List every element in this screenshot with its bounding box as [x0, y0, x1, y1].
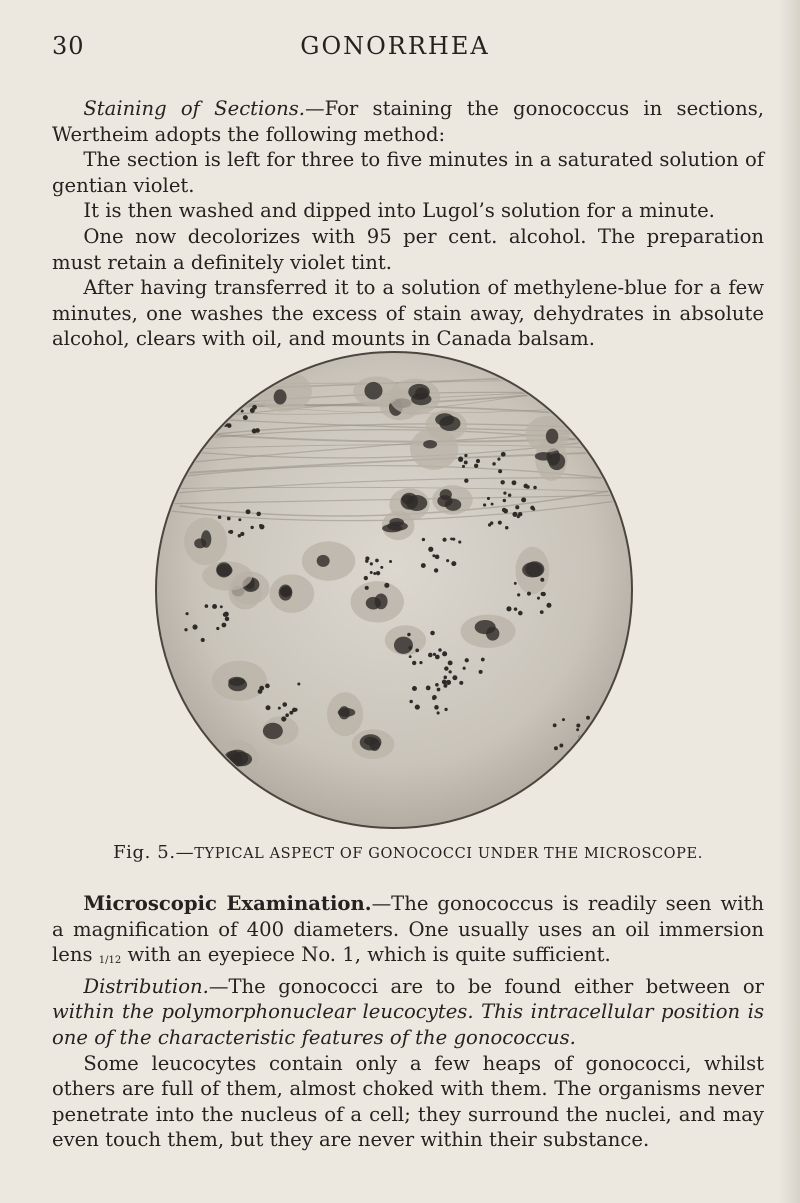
distribution-within: within [52, 1000, 115, 1024]
gonococcus [492, 462, 496, 466]
gonococcus [443, 676, 447, 680]
gonococcus [530, 506, 534, 510]
gonococcus [458, 540, 461, 543]
leucocyte [385, 625, 426, 655]
gonococcus [464, 454, 467, 457]
distribution-space [114, 1000, 122, 1023]
gonococcus [250, 526, 253, 529]
gonococcus [238, 534, 241, 537]
gonococcus [225, 617, 230, 622]
leucocyte [269, 574, 314, 613]
leucocyte [432, 485, 473, 515]
gonococcus [289, 711, 293, 715]
gonococcus [451, 561, 456, 566]
caption-text: TYPICAL ASPECT OF GONOCOCCI UNDER THE MICROSCOPE. [194, 846, 703, 862]
gonococcus [364, 576, 368, 580]
gonococcus [238, 396, 242, 400]
gonococcus [553, 723, 557, 727]
leucocyte [515, 547, 549, 594]
gonococcus [434, 705, 439, 710]
gonococcus [512, 480, 517, 485]
gonococcus [521, 497, 526, 502]
gonococcus [223, 413, 226, 416]
gonococcus [517, 593, 520, 596]
leucocytes-paragraph: Some leucocytes contain only a few heaps of gonococci, whilst others are full of them, almost choked with them. The organisms never penetrate into the nucleus of a cell; they surround the nuclei, and may even touch them, but they are never within their substance. [52, 1051, 764, 1152]
gonococcus [434, 568, 438, 572]
gonococcus [238, 518, 241, 521]
figure-caption [52, 842, 764, 863]
gonococcus [218, 516, 221, 519]
gonococcus [380, 566, 383, 569]
gonococcus [415, 705, 420, 710]
gonococcus [278, 707, 281, 710]
leucocyte [212, 661, 267, 701]
gonococcus [192, 624, 197, 629]
microscope-figure [144, 350, 644, 832]
gonococcus [533, 486, 537, 490]
gonococcus [448, 660, 453, 665]
caption-prefix: Fig. 5.— [113, 842, 195, 863]
gonococcus [515, 505, 519, 509]
gonococcus [437, 711, 440, 714]
gonococcus [464, 461, 468, 465]
leucocyte [389, 379, 440, 416]
leucocyte [184, 517, 227, 565]
gonococcus [481, 658, 485, 662]
gonococcus [419, 661, 422, 664]
gonococcus [201, 638, 205, 642]
gonococcus [446, 680, 451, 685]
gonococcus [365, 586, 369, 590]
gonococcus [540, 578, 544, 582]
microscopic-text-after: with an eyepiece No. 1, which is quite sufficient. [121, 943, 611, 967]
microscopic-paragraph [52, 891, 764, 974]
gonococcus [501, 452, 506, 457]
gonococcus [458, 457, 463, 462]
gonococcus [542, 592, 546, 596]
gonococcus [546, 603, 551, 608]
gonococcus [384, 583, 389, 588]
leucocyte [327, 692, 363, 736]
staining-step-4: After having transferred it to a solution of methylene-blue for a few minutes, one washes the excess of stain away, dehydrates in absolute alcohol, clears with oil, and mounts in Canada balsam. [52, 276, 764, 351]
leucocyte [202, 561, 252, 590]
microscopic-lead: Microscopic Examination. [83, 892, 372, 915]
gonococcus [246, 509, 251, 514]
gonococcus [228, 530, 231, 533]
staining-lead: Staining of Sections. [83, 97, 306, 120]
staining-intro-paragraph [52, 96, 764, 147]
gonococcus [448, 670, 451, 673]
gonococcus [259, 686, 264, 691]
gonococcus [205, 604, 209, 608]
gonococcus [503, 499, 506, 502]
gonococcus [376, 571, 380, 575]
microscopic-section [52, 891, 764, 1153]
gonococcus [562, 718, 565, 721]
gonococcus [412, 661, 416, 665]
gonococcus [576, 723, 580, 727]
gonococcus [442, 680, 447, 685]
gonococcus [503, 491, 506, 494]
gonococcus [220, 605, 223, 608]
gonococcus [184, 628, 187, 631]
gonococcus [514, 582, 517, 585]
gonococcus [498, 469, 502, 473]
gonococcus [229, 401, 233, 405]
gonococcus [505, 526, 508, 529]
gonococcus [576, 728, 579, 731]
gonococcus [582, 737, 585, 740]
gonococcus [498, 521, 502, 525]
gonococcus [540, 610, 544, 614]
gonococcus [255, 428, 260, 433]
gonococcus [584, 739, 587, 742]
gonococcus [479, 670, 483, 674]
gonococcus [216, 627, 219, 630]
staining-step-1: The section is left for three to five minutes in a saturated solution of gentian violet. [52, 148, 764, 197]
gonococcus [491, 503, 494, 506]
gonococcus [389, 560, 392, 563]
gonococcus [474, 464, 478, 468]
gonococcus [500, 480, 504, 484]
gonococcus [428, 653, 433, 658]
gonococcus [554, 746, 558, 750]
gonococcus [437, 688, 441, 692]
gonococcus [559, 744, 563, 748]
gonococcus [221, 623, 226, 628]
gonococcus [435, 683, 439, 687]
gonococcus [243, 415, 248, 420]
gonococcus [407, 633, 411, 637]
gonococcus [508, 493, 511, 496]
gonococcus [452, 538, 455, 541]
gonococcus [462, 465, 465, 468]
gonococcus [442, 651, 447, 656]
gonococcus [452, 675, 457, 680]
gonococcus [185, 612, 188, 615]
leucocyte [389, 488, 429, 521]
lens-fraction: 1/12 [98, 955, 122, 967]
gonococcus [518, 512, 522, 516]
gonococcus [490, 521, 493, 524]
gonococcus [497, 457, 500, 460]
gonococcus [428, 547, 433, 552]
leucocyte [460, 614, 515, 648]
gonococcus [463, 667, 466, 670]
gonococcus [212, 604, 217, 609]
staining-step-3: One now decolorizes with 95 per cent. alcohol. The preparation must retain a definitely violet tint. [52, 224, 764, 274]
leucocyte [263, 716, 299, 745]
gonococcus [483, 503, 486, 506]
leucocyte [351, 581, 404, 622]
gonococcus [465, 658, 469, 662]
gonococcus [442, 538, 446, 542]
page-number: 30 [52, 32, 85, 60]
gonococcus [370, 562, 373, 565]
gonococcus [506, 606, 511, 611]
gonococcus [282, 702, 287, 707]
gonococcus [518, 611, 523, 616]
gonococcus [433, 653, 436, 656]
distribution-italic: the polymorphonuclear leucocytes. This intracellular position is one of the characteristic features of the gonococcus. [52, 1000, 764, 1049]
gonococcus [432, 697, 435, 700]
gonococcus [370, 571, 373, 574]
gonococcus [266, 705, 271, 710]
gonococcus [421, 563, 426, 568]
gonococcus [580, 747, 585, 752]
gonococcus [373, 572, 376, 575]
gonococcus [256, 512, 261, 517]
gonococcus [459, 681, 463, 685]
gonococcus [446, 559, 449, 562]
distribution-lead: Distribution. [83, 974, 209, 998]
gonococcus [583, 746, 588, 751]
gonococcus [502, 508, 506, 512]
staining-section [52, 96, 764, 352]
gonococcus [527, 592, 531, 596]
gonococcus [443, 684, 447, 688]
microscopic-text-before: —The gonococcus is readily seen with a magnification of 400 diameters. One usually uses an oil immersion lens [52, 892, 764, 967]
gonococcus [285, 713, 289, 717]
gonococcus [227, 517, 231, 521]
gonococcus [409, 700, 413, 704]
gonococcus [526, 485, 530, 489]
gonococcus [259, 524, 264, 529]
gonococcus [537, 597, 540, 600]
gonococcus [512, 512, 517, 517]
gonococcus [415, 649, 419, 653]
gonococcus [408, 646, 412, 650]
distribution-text-1: —The gonococci are to be found either between or [208, 974, 764, 998]
running-head: GONORRHEA [300, 32, 490, 60]
gonococcus [435, 555, 440, 560]
gonococcus [514, 607, 518, 611]
distribution-paragraph [52, 974, 764, 1051]
staining-intro-text: —For staining the gonococcus in sections, Wertheim adopts the following method: [52, 97, 764, 146]
gonococcus [464, 478, 468, 482]
gonococcus [412, 686, 417, 691]
gonococcus [281, 716, 286, 721]
gonococcus [426, 686, 431, 691]
leucocyte [211, 740, 259, 778]
gonococcus [586, 716, 590, 720]
gonococcus [430, 631, 435, 636]
gonococcus [438, 648, 442, 652]
gonococcus [422, 538, 425, 541]
gonococcus [223, 612, 228, 617]
gonococcus [297, 682, 300, 685]
leucocyte [352, 729, 395, 759]
gonococcus [375, 559, 379, 563]
gonococcus [409, 655, 412, 658]
page-edge-shadow [778, 0, 800, 1203]
gonococcus [476, 459, 480, 463]
staining-step-2: It is then washed and dipped into Lugol’s solution for a minute. [83, 199, 715, 223]
gonococcus [444, 708, 447, 711]
gonococcus [444, 666, 448, 670]
page-header [52, 26, 738, 66]
leucocyte [410, 428, 458, 470]
gonococcus [252, 405, 257, 410]
gonococcus [365, 556, 369, 560]
leucocyte [302, 541, 355, 580]
gonococcus [487, 497, 490, 500]
gonococcus [265, 684, 270, 689]
